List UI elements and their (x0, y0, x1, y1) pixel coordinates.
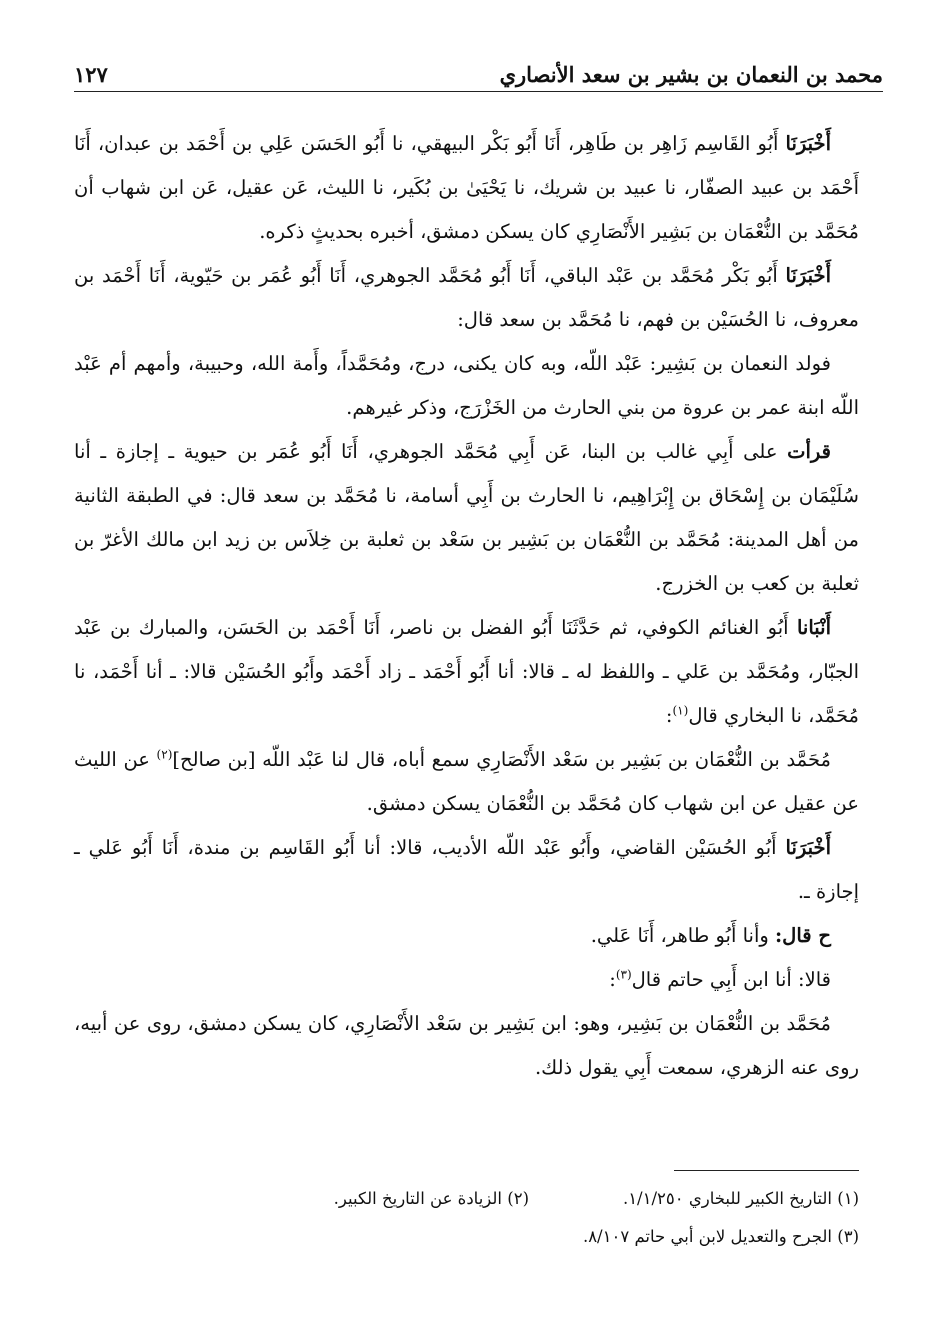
paragraph-text: قالا: أنا ابن أَبِي حاتم قال (631, 968, 831, 991)
paragraph-text: على أَبِي غالب بن البنا، عَن أَبِي مُحَمَّد الجوهري، أَنَا أَبُو عُمَر بن حيوية ـ إجازة ـ أنا سُلَيْمَان بن إِسْحَاق بن إِبْرَاهِيم، نا الحارث بن أَبِي أسامة، نا مُحَمَّد بن سعد قال: في الطبقة الثانية من أهل المدينة: مُحَمَّد بن النُّعْمَان بن بَشِير بن سَعْد بن ثعلبة بن خِلاَس بن زيد ابن مالك الأغرّ بن ثعلبة بن كعب بن الخزرج. (74, 440, 859, 595)
paragraph-7 (74, 826, 859, 914)
paragraph-10 (74, 1002, 859, 1090)
paragraph-text: مُحَمَّد بن النُّعْمَان بن بَشِير، وهو: ابن بَشِير بن سَعْد الأَنْصَارِي، كان يسكن دمشق، روى عن أبيه، روى عنه الزهري، سمعت أَبِي يقول ذلك. (74, 1012, 859, 1079)
paragraph-keyword: أَخْبَرَنَا (785, 836, 831, 859)
paragraph-keyword: أَخْبَرَنَا (785, 132, 831, 155)
header-rule (74, 91, 883, 92)
running-title: محمد بن النعمان بن بشير بن سعد الأنصاري (499, 62, 883, 87)
paragraph-3 (74, 342, 859, 430)
footnote-2: (٢) الزيادة عن التاريخ الكبير. (333, 1189, 529, 1208)
paragraph-text: أَبُو بَكْر مُحَمَّد بن عَبْد الباقي، أَنَا أَبُو مُحَمَّد الجوهري، أَنَا أَبُو عُمَر بن حَيّوية، أَنَا أَحْمَد بن معروف، نا الحُسَيْن بن فهم، نا مُحَمَّد بن سعد قال: (74, 264, 859, 331)
paragraph-keyword: ح قال: (774, 924, 831, 947)
paragraph-keyword: أَخْبَرَنَا (785, 264, 831, 287)
paragraph-text: أَبُو القَاسِم زَاهِر بن طَاهِر، أَنَا أَبُو بَكْر البيهقي، نا أَبُو الحَسَن عَلِي بن أَحْمَد بن عبدان، أَنَا أَحْمَد بن عبيد الصفّار، نا عبيد بن شريك، نا يَحْيَىٰ بن بُكَير، نا الليث، عَن عقيل، عَن ابن شهاب أن مُحَمَّد بن النُّعْمَان بن بَشِير الأَنْصَارِي كان يسكن دمشق، أخبره بحديثٍ ذكره. (74, 132, 859, 243)
page-number: ١٢٧ (74, 62, 108, 87)
paragraph-text: وأنا أَبُو طاهر، أَنَا عَلي. (590, 924, 775, 947)
paragraph-6 (74, 738, 859, 826)
footnotes (74, 1180, 859, 1256)
footnote-ref-1[interactable]: (١) (672, 703, 689, 718)
running-header (74, 58, 883, 92)
paragraph-text: فولد النعمان بن بَشِير: عَبْد اللّه، وبه كان يكنى، درج، ومُحَمَّداً، وأَمة الله، وحبيبة، وأمهم أم عَبْد اللّه ابنة عمر بن عروة من بني الحارث من الخَزْرَج، وذكر غيرهم. (74, 352, 859, 419)
paragraph-tail: : (609, 968, 616, 991)
paragraph-text: أَبُو الحُسَيْن القاضي، وأَبُو عَبْد اللّه الأديب، قالا: أنا أَبُو القَاسِم بن مندة، أَنَا أَبُو عَلي ـ إجازة ـ. (74, 836, 859, 903)
paragraph-keyword: أَنْبَانا (796, 616, 831, 639)
footnote-3: (٣) الجرح والتعديل لابن أبي حاتم ٨/١٠٧. (582, 1227, 859, 1246)
footnote-row (74, 1218, 859, 1256)
footnote-1: (١) التاريخ الكبير للبخاري ١/١/٢٥٠. (622, 1189, 859, 1208)
paragraph-text: أَبُو الغنائم الكوفي، ثم حَدَّثَنَا أَبُو الفضل بن ناصر، أَنَا أَحْمَد بن الحَسَن، والمبارك بن عَبْد الجبّار، ومُحَمَّد بن عَلي ـ واللفظ له ـ قالا: أنا أَبُو أَحْمَد ـ زاد أَحْمَد وأَبُو الحُسَيْن قالا: ـ أنا أَحْمَد، نا مُحَمَّد، نا البخاري قال (74, 616, 859, 727)
paragraph-tail: : (665, 704, 673, 727)
paragraph-8 (74, 914, 859, 958)
main-text (74, 122, 859, 1090)
footnote-ref-3[interactable]: (٣) (615, 967, 632, 982)
paragraph-4 (74, 430, 859, 606)
paragraph-keyword: قرأت (787, 440, 831, 463)
paragraph-5 (74, 606, 859, 738)
paragraph-9 (74, 958, 859, 1002)
footnote-row (74, 1180, 859, 1218)
footnote-ref-2[interactable]: (٢) (156, 747, 173, 762)
paragraph-tail: عن الليث عن عقيل عن ابن شهاب كان مُحَمَّد بن النُّعْمَان يسكن دمشق. (74, 748, 859, 815)
paragraph-2 (74, 254, 859, 342)
footnote-rule (674, 1170, 859, 1171)
paragraph-1 (74, 122, 859, 254)
paragraph-text: مُحَمَّد بن النُّعْمَان بن بَشِير بن سَعْد الأَنْصَارِي سمع أباه، قال لنا عَبْد اللّه [بن صالح] (172, 748, 831, 771)
